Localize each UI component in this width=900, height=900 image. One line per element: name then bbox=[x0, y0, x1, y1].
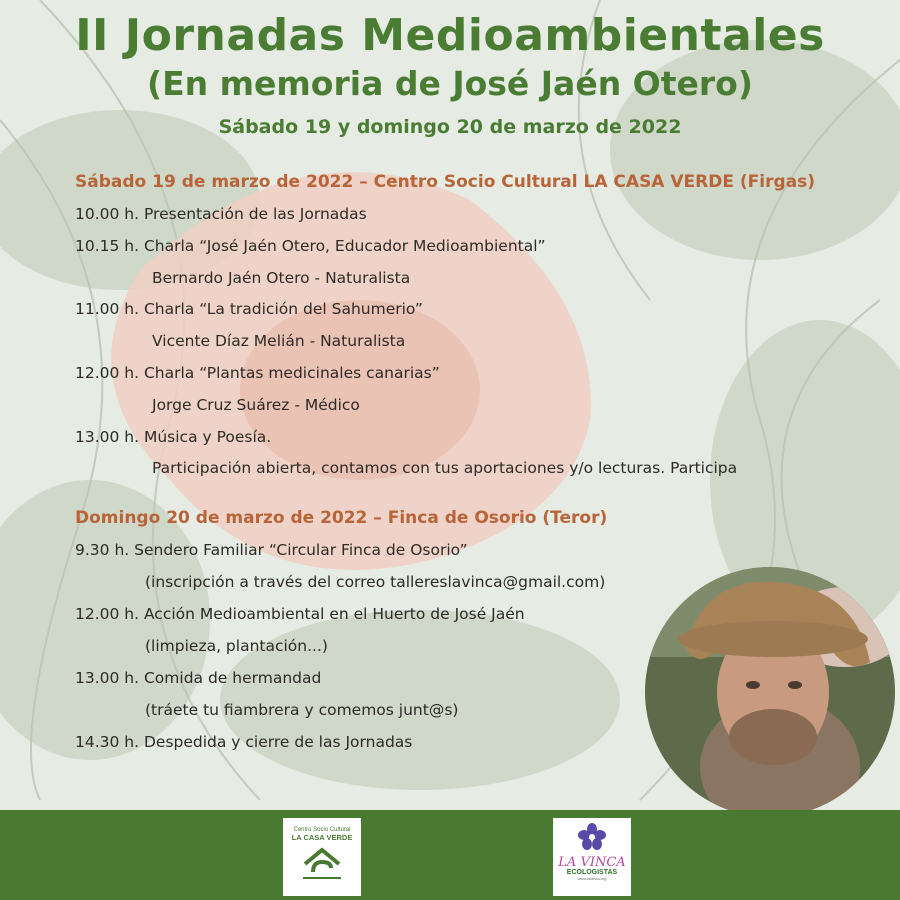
logo-name: LA CASA VERDE bbox=[291, 833, 353, 842]
day1-line: Bernardo Jaén Otero - Naturalista bbox=[152, 269, 411, 287]
day1-line: 13.00 h. Música y Poesía. bbox=[75, 428, 272, 446]
footer-bar bbox=[0, 810, 900, 900]
logo-url: www.lavinca.org bbox=[577, 876, 607, 881]
day1-line: 12.00 h. Charla “Plantas medicinales canarias” bbox=[75, 364, 440, 382]
day2-line: 13.00 h. Comida de hermandad bbox=[75, 669, 322, 687]
day1-line: Participación abierta, contamos con tus aportaciones y/o lecturas. Participa bbox=[152, 459, 738, 477]
day2-line: 12.00 h. Acción Medioambiental en el Huerto de José Jaén bbox=[75, 605, 525, 623]
event-dates: Sábado 19 y domingo 20 de marzo de 2022 bbox=[218, 116, 682, 138]
day1-heading: Sábado 19 de marzo de 2022 – Centro Socio Cultural LA CASA VERDE (Firgas) bbox=[75, 172, 816, 192]
day1-line: Vicente Díaz Melián - Naturalista bbox=[152, 332, 406, 350]
day2-line: (limpieza, plantación...) bbox=[145, 637, 328, 655]
day2-line: 9.30 h. Sendero Familiar “Circular Finca de Osorio” bbox=[75, 541, 468, 559]
la-vinca-logo bbox=[553, 818, 631, 896]
memorial-portrait-photo bbox=[645, 567, 895, 817]
page-subtitle: (En memoria de José Jaén Otero) bbox=[147, 64, 753, 103]
casa-verde-logo bbox=[283, 818, 361, 896]
day2-line: (tráete tu fiambrera y comemos junt@s) bbox=[145, 701, 459, 719]
flower-icon bbox=[577, 822, 607, 852]
day2-heading: Domingo 20 de marzo de 2022 – Finca de Osorio (Teror) bbox=[75, 508, 608, 528]
day1-line: 10.15 h. Charla “José Jaén Otero, Educador Medioambiental” bbox=[75, 237, 546, 255]
day1-line: 10.00 h. Presentación de las Jornadas bbox=[75, 205, 367, 223]
logo-subtitle: ECOLOGISTAS bbox=[566, 869, 618, 876]
logo-name: LA VINCA bbox=[558, 855, 626, 870]
day1-line: 11.00 h. Charla “La tradición del Sahumerio” bbox=[75, 300, 423, 318]
page-title: II Jornadas Medioambientales bbox=[75, 10, 825, 61]
day2-line: 14.30 h. Despedida y cierre de las Jornadas bbox=[75, 733, 413, 751]
logo-subtitle: Centro Socio Cultural bbox=[293, 827, 351, 833]
day1-line: Jorge Cruz Suárez - Médico bbox=[152, 396, 360, 414]
day2-line: (inscripción a través del correo tallereslavinca@gmail.com) bbox=[145, 573, 606, 591]
house-icon bbox=[297, 842, 347, 882]
